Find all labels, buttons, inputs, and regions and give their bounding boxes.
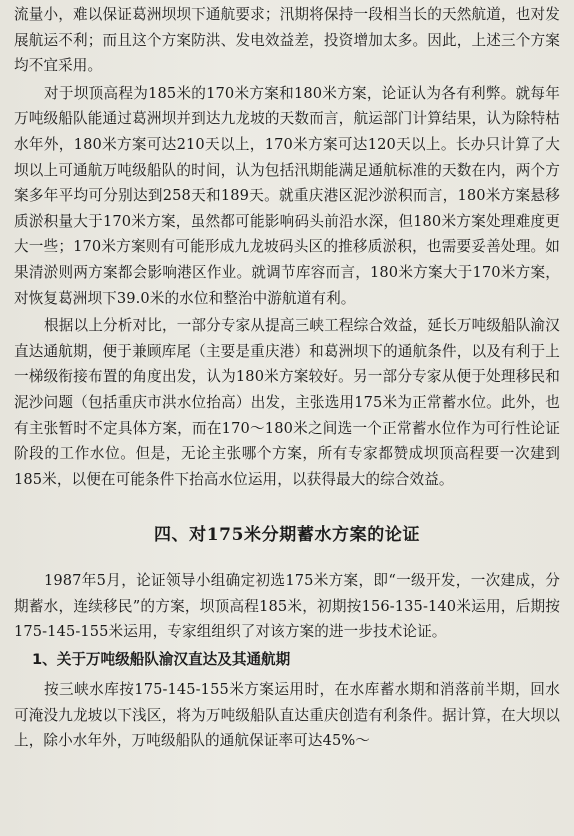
sub-heading: 1、关于万吨级船队渝汉直达及其通航期: [32, 651, 291, 669]
paragraph-3: 根据以上分析对比，一部分专家从提高三峡工程综合效益，延长万吨级船队渝汉直达通航期，便于兼顾库尾（主要是重庆港）和葛洲坝下的通航条件，以及有利于上一梯级衔接布置的角度出发，认为180米方案较好。另一部分专家从便于处理移民和泥沙问题（包括重庆市洪水位抬高）出发，主张选用175米为正常蓄水位。此外，也有主张暂时不定具体方案，而在170～180米之间选一个正常蓄水位作为可行性论证阶段的工作水位。但是，无论主张哪个方案，所有专家都赞成坝顶高程要一次建到185米，以便在可能条件下抬高水位运用，以获得最大的综合效益。: [14, 317, 560, 488]
paragraph-1: 流量小，难以保证葛洲坝坝下通航要求；汛期将保持一段相当长的天然航道，也对发展航运不利；而且这个方案防洪、发电效益差，投资增加太多。因此，上述三个方案均不宜采用。: [14, 6, 560, 75]
paragraph-2: 对于坝顶高程为185米的170米方案和180米方案，论证认为各有利弊。就每年万吨级船队能通过葛洲坝并到达九龙坡的天数而言，航运部门计算结果，认为除特枯水年外，180米方案可达210天以上，170米方案可达120天以上。长办只计算了大坝以上可通航万吨级船队的时间，认为包括汛期能满足通航标准的天数在内，两个方案多年平均可分别达到258天和189天。就重庆港区泥沙淤积而言，180米方案悬移质淤积量大于170米方案，虽然都可能影响码头前沿水深，但180米方案处理难度更大一些；170米方案则有可能形成九龙坡码头区的推移质淤积，也需要妥善处理。如果清淤则两方案都会影响港区作业。就调节库容而言，180米方案大于170米方案，对恢复葛洲坝下39.0米的水位和整治中游航道有利。: [14, 84, 560, 307]
sub-paragraph: 按三峡水库按175-145-155米方案运用时，在水库蓄水期和消落前半期，回水可淹没九龙坡以下浅区，将为万吨级船队直达重庆创造有利条件。据计算，在大坝以上，除小水年外，万吨级船队的通航保证率可达45%～: [14, 681, 560, 750]
section-title: 四、对175米分期蓄水方案的论证: [153, 525, 421, 546]
section-intro-paragraph: 1987年5月，论证领导小组确定初选175米方案，即“一级开发，一次建成，分期蓄水，连续移民”的方案，坝顶高程185米，初期按156-135-140米运用，后期按175-145-155米运用，专家组组织了对该方案的进一步技术论证。: [14, 572, 560, 641]
